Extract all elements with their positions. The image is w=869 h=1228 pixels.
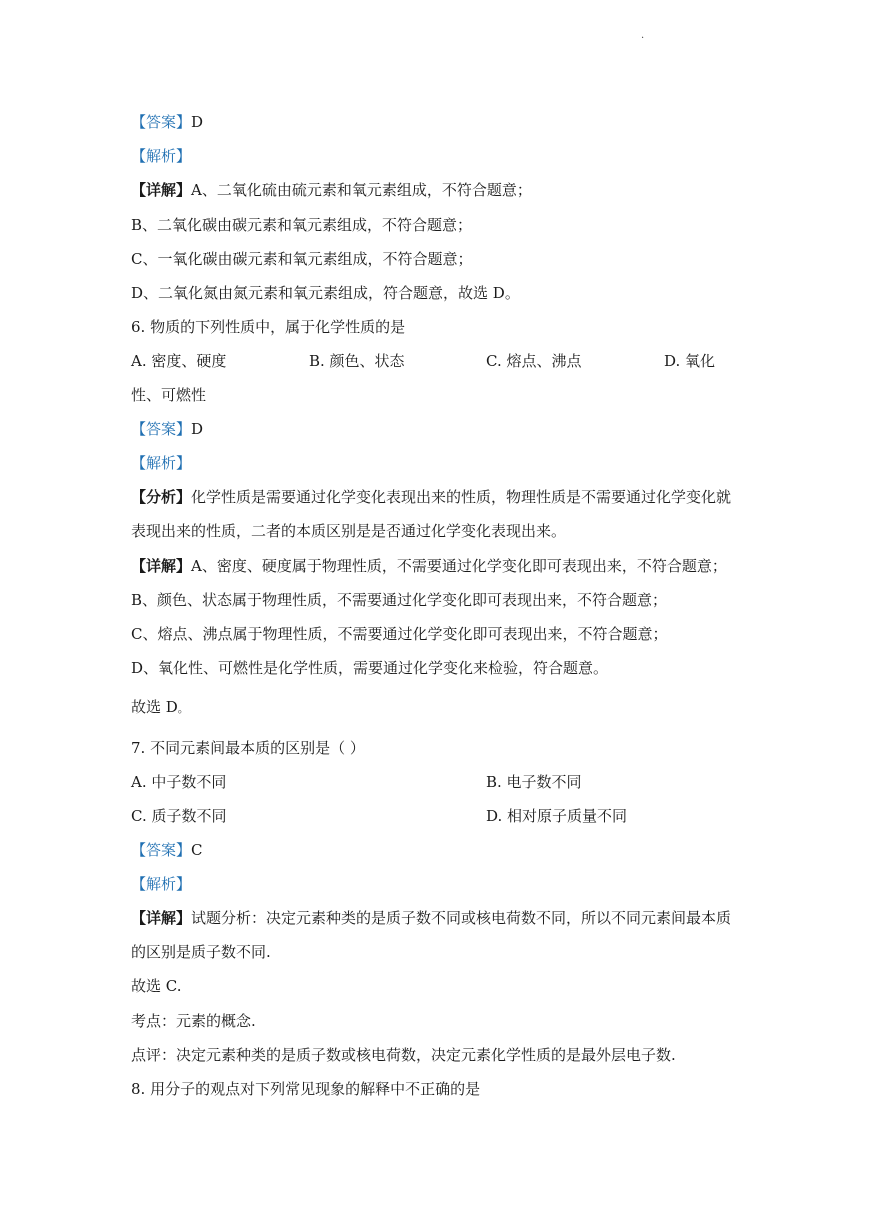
q7-option-a: A. 中子数不同 [131, 773, 227, 791]
q5-analysis-label: 【解析】 [131, 147, 192, 165]
q5-detail-line-3: C、一氧化碳由碳元素和氧元素组成，不符合题意； [131, 250, 473, 268]
q6-detail-line-1: 【详解】A、密度、硬度属于物理性质，不需要通过化学变化即可表现出来，不符合题意； [131, 557, 727, 575]
q6-option-c: C. 熔点、沸点 [486, 352, 582, 370]
detail-tag: 【详解】 [131, 181, 192, 199]
q5-detail-line-1: 【详解】A、二氧化硫由硫元素和氧元素组成，不符合题意； [131, 181, 532, 199]
q6-analysis-label: 【解析】 [131, 454, 192, 472]
q7-option-b: B. 电子数不同 [486, 773, 582, 791]
q6-option-b: B. 颜色、状态 [309, 352, 405, 370]
q6-fenxi-line-2: 表现出来的性质，二者的本质区别是是否通过化学变化表现出来。 [131, 522, 567, 540]
q7-dianping: 点评：决定元素种类的是质子数或核电荷数，决定元素化学性质的是最外层电子数. [131, 1046, 676, 1064]
q8-stem: 8. 用分子的观点对下列常见现象的解释中不正确的是 [131, 1080, 481, 1098]
q7-detail-line-2: 的区别是质子数不同. [131, 943, 271, 961]
q6-option-a: A. 密度、硬度 [131, 352, 227, 370]
q5-detail-line-4: D、二氧化氮由氮元素和氧元素组成，符合题意，故选 D。 [131, 284, 520, 302]
q7-option-d: D. 相对原子质量不同 [486, 807, 628, 825]
q6-fenxi-line-1: 【分析】化学性质是需要通过化学变化表现出来的性质，物理性质是不需要通过化学变化就 [131, 488, 732, 506]
q7-kaodian: 考点：元素的概念. [131, 1012, 256, 1030]
answer-value: D [191, 113, 204, 131]
q6-option-d: D. 氧化 [664, 352, 716, 370]
q6-detail-line-2: B、颜色、状态属于物理性质，不需要通过化学变化即可表现出来，不符合题意； [131, 591, 668, 609]
q6-stem: 6. 物质的下列性质中，属于化学性质的是 [131, 318, 406, 336]
q5-answer [131, 112, 203, 132]
q7-conclusion: 故选 C. [131, 977, 182, 995]
q7-stem: 7. 不同元素间最本质的区别是（ ） [131, 739, 365, 757]
q7-analysis-label: 【解析】 [131, 875, 192, 893]
q7-detail-line-1: 【详解】试题分析：决定元素种类的是质子数不同或核电荷数不同，所以不同元素间最本质 [131, 909, 732, 927]
q6-conclusion: 故选 D。 [131, 698, 189, 716]
q5-detail-line-2: B、二氧化碳由碳元素和氧元素组成，不符合题意； [131, 216, 473, 234]
q6-detail-line-4: D、氧化性、可燃性是化学性质，需要通过化学变化来检验，符合题意。 [131, 659, 609, 677]
q6-answer: 【答案】D [131, 420, 204, 438]
answer-tag: 【答案】 [131, 113, 192, 131]
q6-detail-line-3: C、熔点、沸点属于物理性质，不需要通过化学变化即可表现出来，不符合题意； [131, 625, 668, 643]
q7-option-c: C. 质子数不同 [131, 807, 227, 825]
q7-answer: 【答案】C [131, 841, 203, 859]
q6-option-d-continued: 性、可燃性 [131, 386, 207, 404]
header-dot: . [641, 30, 645, 41]
